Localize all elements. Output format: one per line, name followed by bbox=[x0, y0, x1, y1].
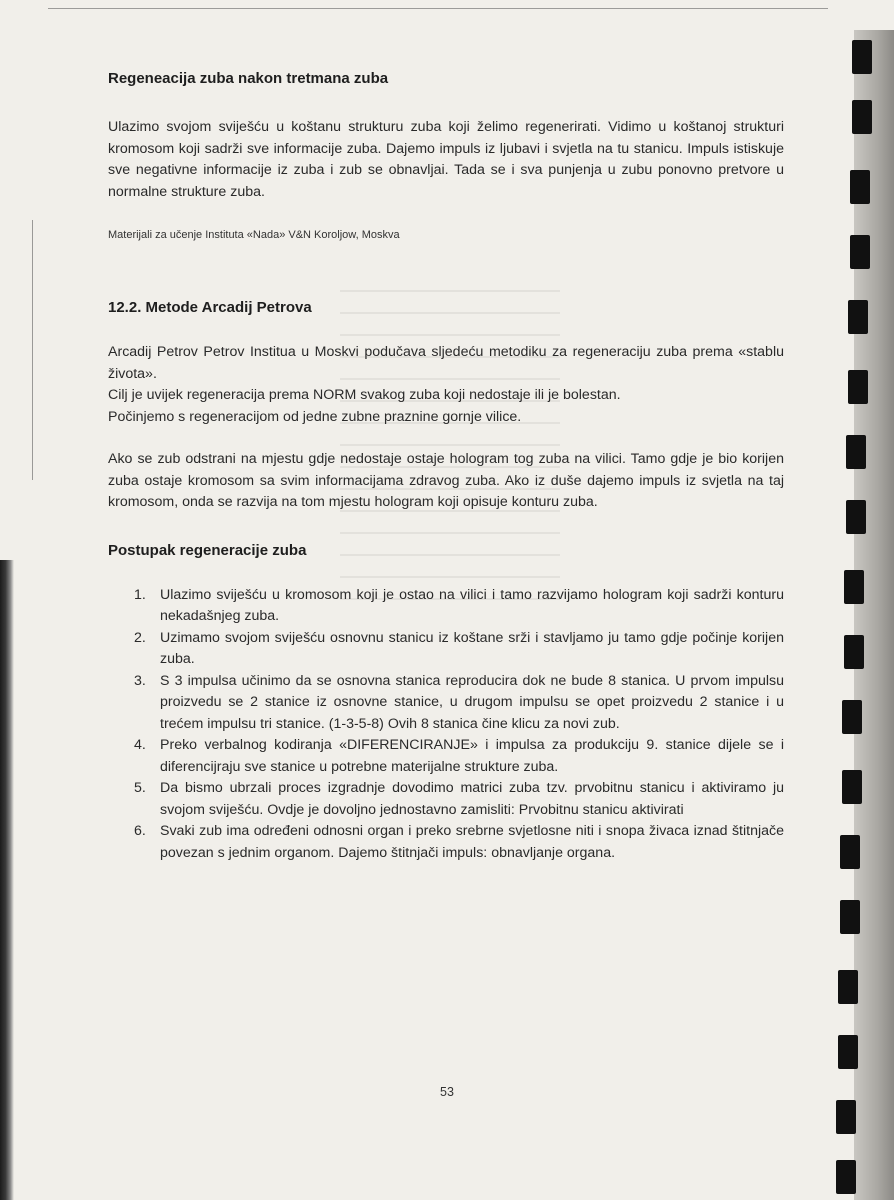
step-text: Preko verbalnog kodiranja «DIFERENCIRANJE» i impulsa za produkciju 9. stanice dijele se i diferencijraju sve stanice u potrebne materijalne strukture zuba. bbox=[160, 737, 784, 775]
step-number: 5. bbox=[134, 780, 146, 796]
section-title-postupak: Postupak regeneracije zuba bbox=[108, 541, 307, 559]
section-title-petrov: 12.2. Metode Arcadij Petrova bbox=[108, 299, 312, 316]
step-text: Uzimamo svojom sviješću osnovnu stanicu iz koštane srži i stavljamo ju tamo gdje počinje korijen zuba. bbox=[160, 629, 784, 667]
list-item bbox=[108, 585, 784, 628]
step-text: Ulazimo sviješću u kromosom koji je ostao na vilici i tamo razvijamo hologram koji sadrži konturu nekadašnjeg zuba. bbox=[160, 586, 784, 624]
step-number: 4. bbox=[134, 737, 146, 753]
paragraph-petrov-goal: Cilj je uvijek regeneracija prema NORM svakog zuba koji nedostaje ili je bolestan. bbox=[108, 387, 621, 403]
binding-edge bbox=[808, 30, 894, 1200]
paragraph-regeneracija: Ulazimo svojom sviješću u koštanu strukturu zuba koji želimo regenerirati. Vidimo u koštanoj strukturi kromosom koji sadrži sve informacije zuba. Dajemo impuls iz ljubavi i svjetla na tu stanicu. Impuls istiskuje sve negativne informacije iz zuba i zub se obnavljai. Tada se i sva punjenja u zubu ponovno pretvore u normalne strukture zuba. bbox=[108, 119, 784, 200]
list-item bbox=[108, 735, 784, 778]
page-number: 53 bbox=[440, 1085, 454, 1099]
list-item bbox=[108, 628, 784, 671]
step-number: 3. bbox=[134, 672, 146, 689]
list-item bbox=[108, 671, 784, 736]
steps-list bbox=[108, 585, 784, 865]
step-number: 6. bbox=[134, 823, 146, 839]
step-number: 2. bbox=[134, 629, 146, 646]
step-text: Svaki zub ima određeni odnosni organ i preko srebrne svjetlosne niti i snopa živaca iznad štitnjače povezan s jednim organom. Dajemo štitnjači impuls: obnavljanje organa. bbox=[160, 823, 784, 861]
paragraph-hologram: Ako se zub odstrani na mjestu gdje nedostaje ostaje hologram tog zuba na vilici. Tamo gdje je bio korijen zuba ostaje kromosom sa svim informacijama zdravog zuba. Ako iz duše dajemo impuls iz svjetla na taj kromosom, onda se razvija na tom mjestu hologram koji opisuje konturu zuba. bbox=[108, 451, 784, 510]
scan-left-shadow bbox=[0, 560, 14, 1200]
paragraph-petrov-start: Počinjemo s regeneracijom od jedne zubne praznine gornje vilice. bbox=[108, 408, 522, 425]
scan-top-line bbox=[48, 8, 828, 9]
section-title-regeneracija: Regeneacija zuba nakon tretmana zuba bbox=[108, 70, 389, 87]
page-content bbox=[108, 70, 784, 864]
source-note: Materijali za učenje Instituta «Nada» V&N Koroljow, Moskva bbox=[108, 229, 400, 241]
step-text: Da bismo ubrzali proces izgradnje dovodimo matrici zuba tzv. prvobitnu stanicu i aktiviramo ju svojom sviješću. Ovdje je dovoljno jednostavno zamisliti: Prvobitnu stanicu aktivirati bbox=[160, 780, 784, 818]
step-number: 1. bbox=[134, 586, 146, 603]
scan-left-line bbox=[32, 220, 33, 480]
paragraph-petrov-intro: Arcadij Petrov Petrov Institua u Moskvi podučava sljedeću metodiku za regeneraciju zuba prema «stablu života». bbox=[108, 344, 784, 382]
step-text: S 3 impulsa učinimo da se osnovna stanica reproducira dok ne bude 8 stanica. U prvom impulsu proizvedu se 2 stanice iz osnovne stanice, u drugom impulsu se opet proizvedu 2 stanice i u trećem impulsu tri stanice. (1-3-5-8) Ovih 8 stanica čine klicu za novi zub. bbox=[160, 672, 784, 732]
list-item bbox=[108, 778, 784, 821]
list-item bbox=[108, 821, 784, 864]
